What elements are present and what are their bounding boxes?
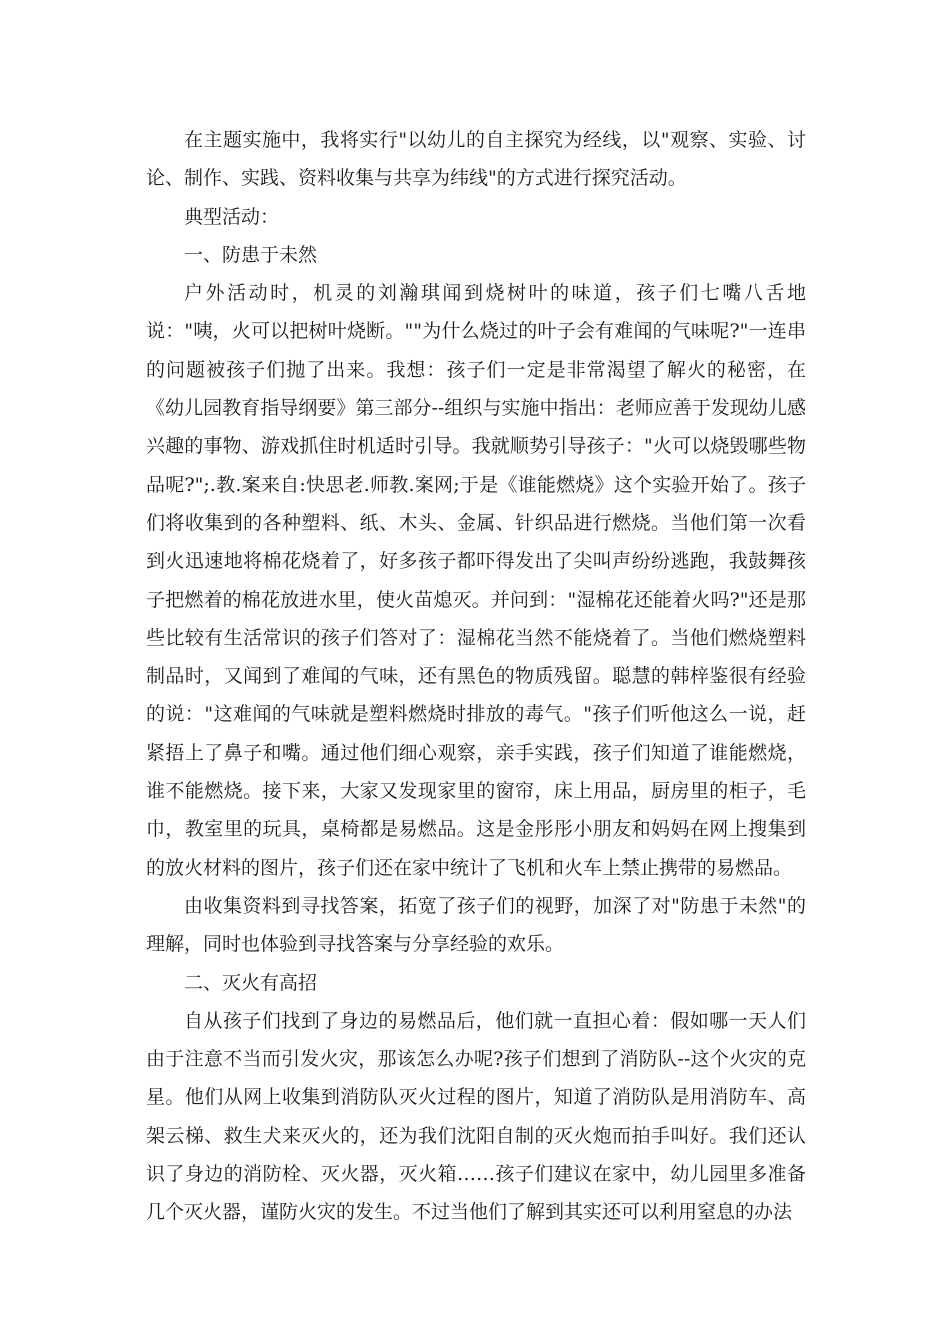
section-heading-one: 一、防患于未然 (184, 243, 318, 266)
paragraph-outdoor-activity: 户外活动时，机灵的刘瀚琪闻到烧树叶的味道，孩子们七嘴八舌地说："咦，火可以把树叶烧断。""为什么烧过的叶子会有难闻的气味呢?"一连串的问题被孩子们抛了出来。我想：孩子们一定是非常渴望了解火的秘密，在《幼儿园教育指导纲要》第三部分--组织与实施中指出：老师应善于发现幼儿感兴趣的事物、游戏抓住时机适时引导。我就顺势引导孩子："火可以烧毁哪些物品呢?";.教.案来自:快思老.师教.案网;于是《谁能燃烧》这个实验开始了。孩子们将收集到的各种塑料、纸、木头、金属、针织品进行燃烧。当他们第一次看到火迅速地将棉花烧着了，好多孩子都吓得发出了尖叫声纷纷逃跑，我鼓舞孩子把燃着的棉花放进水里，使火苗熄灭。并问到："湿棉花还能着火吗?"还是那些比较有生活常识的孩子们答对了：湿棉花当然不能烧着了。当他们燃烧塑料制品时，又闻到了难闻的气味，还有黑色的物质残留。聪慧的韩梓鉴很有经验的说："这难闻的气味就是塑料燃烧时排放的毒气。"孩子们听他这么一说，赶紧捂上了鼻子和嘴。通过他们细心观察，亲手实践，孩子们知道了谁能燃烧，谁不能燃烧。接下来，大家又发现家里的窗帘，床上用品，厨房里的柜子，毛巾，教室里的玩具，桌椅都是易燃品。这是金彤彤小朋友和妈妈在网上搜集到的放火材料的图片，孩子们还在家中统计了飞机和火车上禁止携带的易燃品。 (146, 282, 806, 879)
paragraph-theme-intro: 在主题实施中，我将实行"以幼儿的自主探究为经线，以"观察、实验、讨论、制作、实践、资料收集与共享为纬线"的方式进行探究活动。 (146, 129, 806, 190)
paragraph-fire-fighting: 自从孩子们找到了身边的易燃品后，他们就一直担心着：假如哪一天人们由于注意不当而引发火灾，那该怎么办呢?孩子们想到了消防队--这个火灾的克星。他们从网上收集到消防队灭火过程的图片，知道了消防队是用消防车、高架云梯、救生犬来灭火的，还为我们沈阳自制的灭火炮而拍手叫好。我们还认识了身边的消防栓、灭火器，灭火箱……孩子们建议在家中，幼儿园里多准备几个灭火器，谨防火灾的发生。不过当他们了解到其实还可以利用窒息的办法 (146, 1009, 806, 1224)
section-heading-two: 二、灭火有高招 (184, 971, 318, 994)
paragraph-collect-materials: 由收集资料到寻找答案，拓宽了孩子们的视野，加深了对"防患于未然"的理解，同时也体验到寻找答案与分享经验的欢乐。 (146, 894, 806, 956)
document-body (146, 121, 806, 1232)
paragraph-typical-activities-heading: 典型活动： (184, 205, 280, 228)
